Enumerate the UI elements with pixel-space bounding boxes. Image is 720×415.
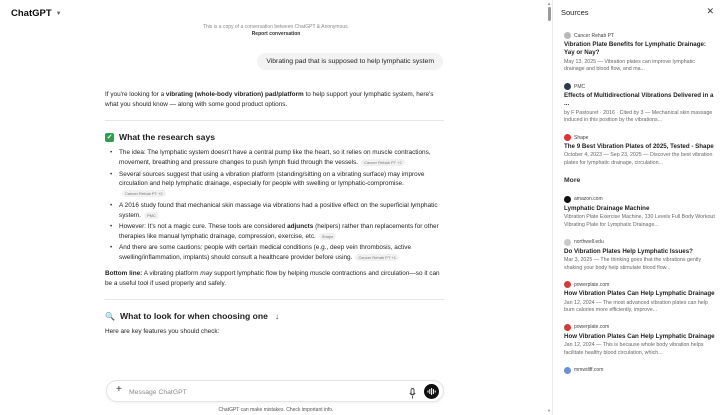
intro-text-end: to help support your lymphatic system, here's what you should know — along with some good product options.	[105, 91, 434, 108]
source-item[interactable]	[564, 281, 716, 315]
source-site	[564, 196, 716, 203]
source-chip[interactable]: PMC	[144, 212, 159, 219]
source-item[interactable]	[564, 134, 716, 168]
source-item[interactable]	[564, 324, 716, 358]
magnifier-icon: 🔍	[105, 311, 115, 321]
bottom-line-paragraph	[105, 269, 444, 289]
choose-heading-text: What to look for when choosing one	[119, 311, 268, 322]
source-site	[564, 324, 716, 331]
bullet-text: A 2016 study found that mechanical skin massage via vibrations had a positive effect on the superficial lymphatic system.	[119, 201, 438, 219]
favicon-icon	[564, 196, 571, 203]
source-site-name: Cancer Rehab PT	[574, 32, 615, 39]
favicon-icon	[564, 134, 571, 141]
source-site-name: northwell.edu	[574, 239, 604, 246]
source-site	[564, 83, 716, 90]
waveform-icon	[427, 388, 436, 395]
source-title[interactable]: The 9 Best Vibration Plates of 2025, Tested - Shape	[564, 143, 714, 151]
intro-paragraph	[105, 90, 444, 110]
source-snippet: Vibration Plate Exercise Machine, 130 Levels Full Body Workout Vibrating Plate for Lymphatic Drainage...	[564, 214, 715, 228]
favicon-icon	[564, 324, 571, 331]
close-icon[interactable]: ✕	[706, 6, 714, 16]
source-snippet: by F Pastouret · 2016 · Cited by 3 — Mechanical skin massage induced in this position by the vibrations...	[564, 109, 713, 124]
user-message: Vibrating pad that is supposed to help lymphatic system	[257, 53, 443, 70]
source-site	[564, 239, 716, 246]
sources-list	[564, 32, 716, 383]
source-snippet: May 13, 2025 — Vibration plates can improve lymphatic drainage and blood flow, and ma...	[564, 58, 695, 73]
source-chip[interactable]: Shape	[319, 233, 337, 240]
source-title[interactable]: Lymphatic Drainage Machine	[564, 204, 650, 212]
list-item	[105, 201, 444, 221]
disclaimer: ChatGPT can make mistakes. Check important info.	[218, 407, 334, 413]
source-snippet: Jan 12, 2024 — The most advanced vibration plates can help burn calories more efficiently, improve...	[564, 299, 708, 314]
source-site-name: mmwdiff.com	[574, 367, 604, 374]
more-heading: More	[564, 176, 581, 184]
report-conversation-link[interactable]: Report conversation	[251, 31, 301, 37]
list-item	[105, 222, 444, 242]
favicon-icon	[564, 239, 571, 246]
favicon-icon	[564, 281, 571, 288]
source-site	[564, 32, 716, 39]
bottom-line-emphasis: may	[200, 270, 213, 278]
source-chip[interactable]: Cancer Rehab PT +2	[122, 190, 166, 197]
scroll-down-icon[interactable]: ▼	[547, 408, 551, 413]
app-title: ChatGPT	[11, 8, 52, 19]
source-item[interactable]	[564, 367, 716, 374]
source-chip[interactable]: Cancer Rehab PT +2	[361, 159, 405, 166]
assistant-answer	[105, 90, 444, 345]
source-site-name: PMC	[574, 83, 586, 90]
plus-icon[interactable]: +	[116, 384, 122, 395]
chevron-down-icon: ▼	[55, 10, 62, 17]
source-title[interactable]: How Vibration Plates Can Help Lymphatic Drainage	[564, 290, 715, 298]
source-item[interactable]	[564, 239, 716, 273]
intro-text: If you're looking for a	[105, 91, 166, 98]
voice-mode-button[interactable]	[424, 384, 439, 399]
source-site	[564, 367, 716, 374]
source-site-name: Shape	[574, 134, 589, 141]
intro-bold: vibrating (whole-body vibration) pad/platform	[165, 91, 304, 98]
bullet-text-end: (helpers) rather than replacements for other therapies like manual lymphatic drainage, compression, exercise, etc.	[119, 223, 439, 241]
bullet-text: The idea: The lymphatic system doesn't have a central pump like the heart, so it relies on muscle contractions, movement, breathing and pressure changes to push lymph fluid through the vessels.	[119, 149, 431, 167]
favicon-icon	[564, 83, 571, 90]
message-input[interactable]	[129, 386, 399, 398]
model-selector[interactable]	[11, 8, 62, 19]
source-snippet: Mar 3, 2025 — The thinking goes that the vibrations gently shaking your body help stimulate blood flow...	[564, 256, 702, 271]
list-item	[105, 170, 444, 200]
source-site-name: powerplate.com	[574, 281, 610, 288]
source-title[interactable]: Do Vibration Plates Help Lymphatic Issues?	[564, 247, 693, 255]
bullet-bold: adjuncts	[287, 223, 314, 231]
research-heading	[105, 131, 444, 144]
source-snippet: October 4, 2023 — Sep 23, 2025 — Discover the best vibration plates for lymphatic drainage, circulation...	[564, 152, 713, 167]
divider	[105, 299, 444, 300]
favicon-icon	[564, 32, 571, 39]
research-bullets	[105, 148, 444, 263]
source-item[interactable]	[564, 83, 716, 125]
source-chip[interactable]: Cancer Rehab PT +1	[355, 254, 399, 261]
favicon-icon	[564, 367, 571, 374]
composer	[106, 380, 444, 402]
source-title[interactable]: Vibration Plate Benefits for Lymphatic Drainage: Yay or Nay?	[564, 41, 706, 57]
shared-copy-note: This is a copy of a conversation between ChatGPT & Anonymous.	[202, 24, 350, 30]
source-site	[564, 281, 716, 288]
source-title[interactable]: Effects of Multidirectional Vibrations Delivered in a ...	[564, 92, 714, 108]
scroll-up-icon[interactable]: ▲	[547, 1, 551, 6]
source-site-name: powerplate.com	[574, 324, 610, 331]
source-snippet: Jan 12, 2024 — This is because whole body vibration helps facilitate healthy blood circulation, which...	[564, 342, 704, 356]
bottom-line-text-end: support lymphatic flow by helping muscle contractions and circulation—so it can be a useful tool if used properly and safely.	[105, 270, 440, 288]
choose-heading	[105, 310, 444, 323]
source-site-name: amazon.com	[574, 196, 603, 203]
sources-panel	[552, 0, 720, 415]
sources-title: Sources	[561, 8, 589, 17]
bottom-line-label: Bottom line:	[105, 270, 143, 278]
list-item	[105, 148, 444, 168]
source-title[interactable]: How Vibration Plates Can Help Lymphatic Drainage	[564, 332, 715, 340]
source-item[interactable]	[564, 196, 716, 230]
microphone-icon[interactable]	[409, 386, 416, 404]
source-item[interactable]	[564, 32, 716, 74]
check-mark-icon: ✓	[106, 134, 113, 141]
divider	[105, 120, 444, 121]
research-heading-text: What the research says	[119, 131, 216, 142]
bullet-text: However: It's not a magic cure. These tools are considered	[119, 223, 288, 231]
bullet-text: And there are some cautions: people with certain medical conditions (e.g., deep vein thrombosis, active swelling/inflammation, implants) should consult a healthcare provider before using.	[119, 244, 411, 262]
scroll-thumb[interactable]	[548, 7, 551, 21]
list-item	[105, 243, 444, 263]
bottom-line-text: A vibrating platform	[142, 270, 201, 278]
bullet-text: Several sources suggest that using a vibration platform (standing/sitting on a vibrating surface) may improve circulation and help lymphatic drainage, especially for people with swelling or lymphatic-compromise.	[119, 170, 425, 188]
source-site	[564, 134, 716, 141]
features-intro: Here are key features you should check:	[105, 328, 220, 336]
down-arrow-icon: ↓	[274, 311, 279, 321]
